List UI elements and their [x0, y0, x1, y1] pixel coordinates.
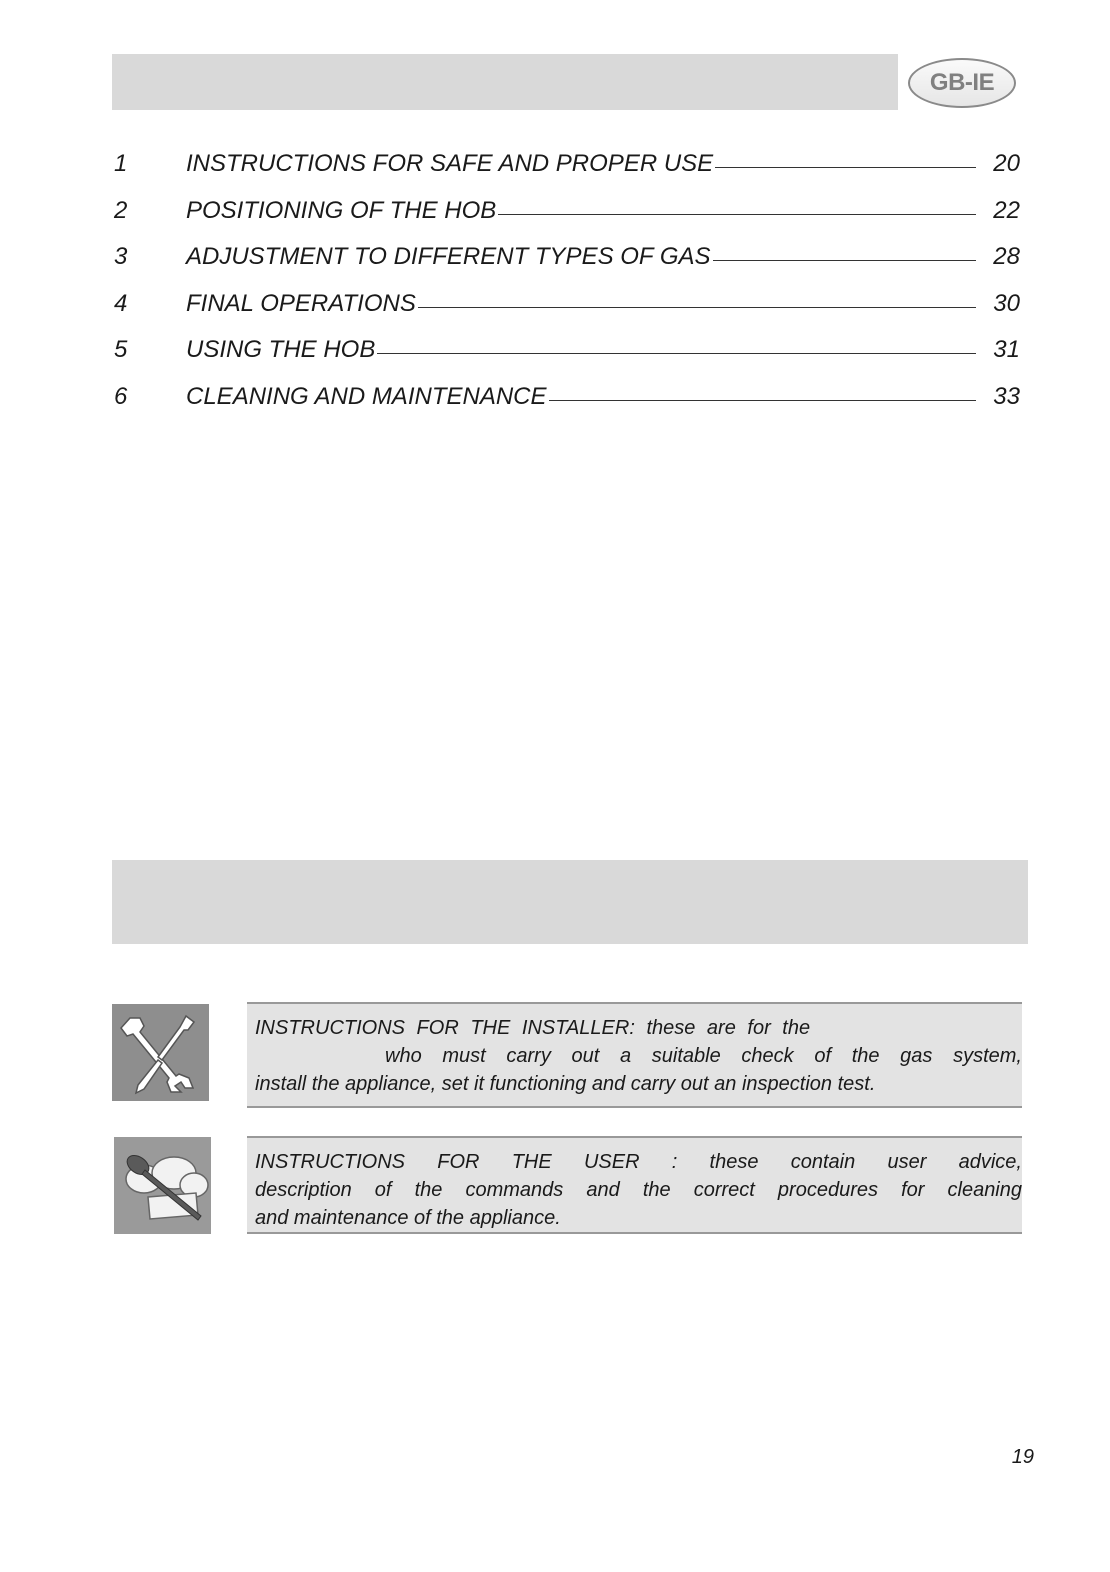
- toc-page: 31: [993, 336, 1020, 364]
- section-bar: [112, 860, 1028, 944]
- toc-page: 28: [993, 243, 1020, 271]
- toc-number: 5: [114, 336, 128, 364]
- toc-title: USING THE HOB: [186, 336, 376, 364]
- page-number: 19: [1011, 1446, 1034, 1468]
- user-instructions: [247, 1136, 1022, 1234]
- toc-leader: [549, 400, 977, 401]
- toc-number: 3: [114, 243, 128, 271]
- toc-title: CLEANING AND MAINTENANCE: [186, 382, 547, 410]
- toc-number: 1: [114, 150, 128, 177]
- toc-title: POSITIONING OF THE HOB: [186, 196, 497, 224]
- toc-number: 2: [114, 196, 128, 224]
- installer-line-3: install the appliance, set it functioning and carry out an inspection test.: [255, 1073, 876, 1095]
- toc-entry[interactable]: [112, 336, 1020, 383]
- installer-line-2: who must carry out a suitable check of the gas system,: [385, 1045, 1022, 1067]
- toc-leader: [713, 260, 977, 261]
- toc-entry[interactable]: [112, 243, 1020, 290]
- toc-entry[interactable]: [112, 383, 1020, 430]
- user-line-1: INSTRUCTIONS FOR THE USER : these contain user advice,: [255, 1151, 1022, 1173]
- toc-leader: [377, 353, 976, 354]
- toc-page: 22: [993, 196, 1020, 224]
- table-of-contents: [112, 150, 1020, 430]
- toc-leader: [418, 307, 976, 308]
- toc-entry[interactable]: [112, 290, 1020, 337]
- toc-page: 20: [993, 150, 1020, 177]
- spoon-chef-hat-icon: [114, 1137, 211, 1234]
- toc-page: 30: [993, 289, 1020, 317]
- gb-ie-logo: GB-IE: [908, 58, 1016, 108]
- toc-title: ADJUSTMENT TO DIFFERENT TYPES OF GAS: [186, 243, 711, 271]
- user-line-3: and maintenance of the appliance.: [255, 1207, 561, 1229]
- toc-leader: [498, 214, 976, 215]
- installer-instructions: [247, 1002, 1022, 1108]
- toc-leader: [715, 167, 976, 168]
- toc-number: 4: [114, 289, 128, 317]
- toc-number: 6: [114, 382, 128, 410]
- wrench-screwdriver-icon: [112, 1004, 209, 1101]
- header-bar: [112, 54, 898, 110]
- toc-entry[interactable]: [112, 197, 1020, 244]
- user-line-2: description of the commands and the correct procedures for cleaning: [255, 1179, 1022, 1201]
- installer-line-1: INSTRUCTIONS FOR THE INSTALLER: these are for the: [255, 1017, 811, 1039]
- toc-page: 33: [993, 382, 1020, 410]
- toc-title: INSTRUCTIONS FOR SAFE AND PROPER USE: [186, 150, 714, 177]
- toc-title: FINAL OPERATIONS: [186, 289, 416, 317]
- toc-entry[interactable]: [112, 150, 1020, 197]
